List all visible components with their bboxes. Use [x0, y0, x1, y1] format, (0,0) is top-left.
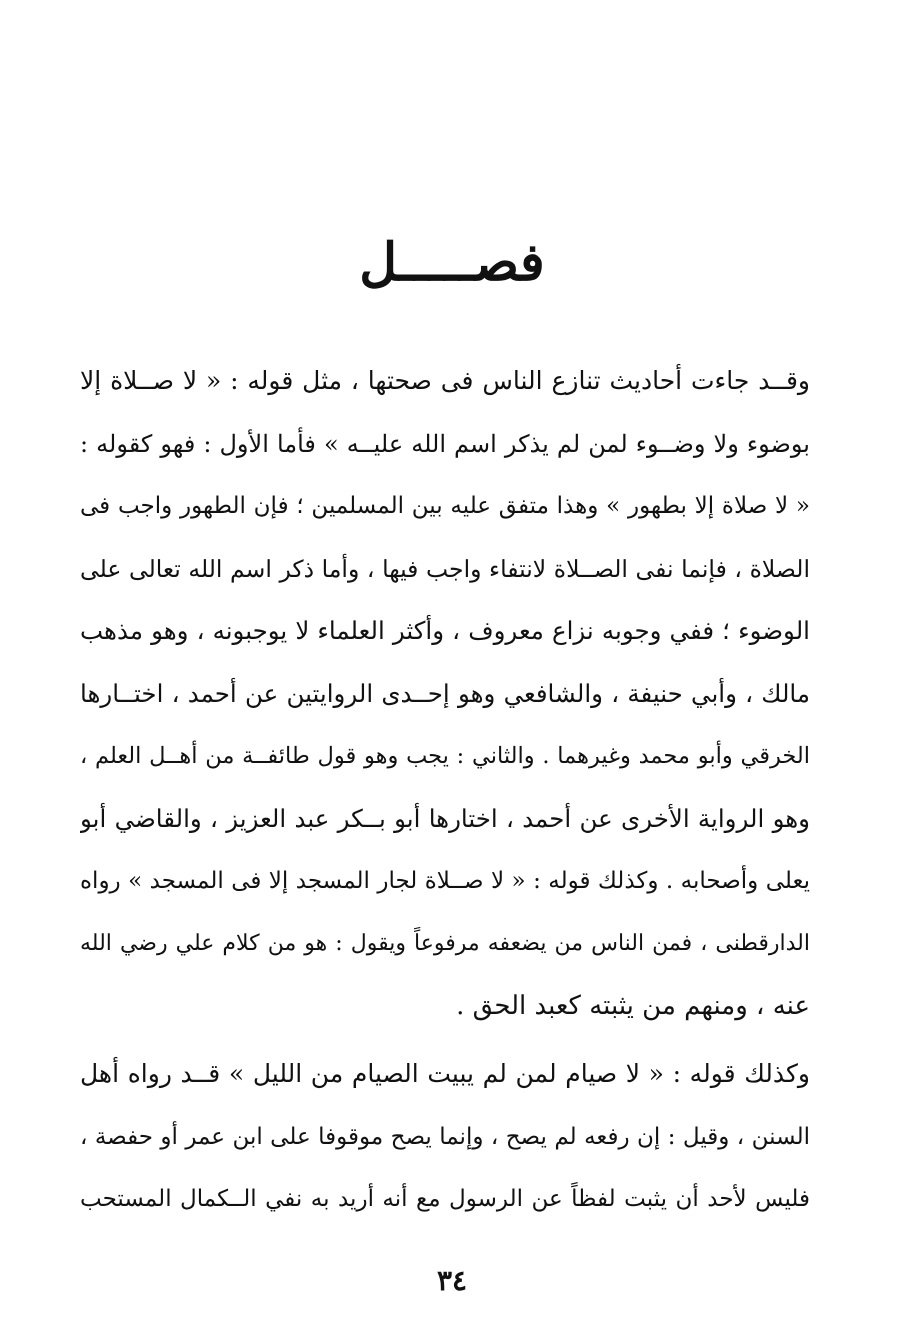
text-line: الصلاة ، فإنما نفى الصــلاة لانتفاء واجب فيها ، وأما ذكر اسم الله تعالى على	[80, 554, 810, 583]
paragraph-2	[80, 1043, 810, 1231]
text-line: يعلى وأصحابه . وكذلك قوله : « لا صــلاة لجار المسجد إلا فى المسجد » رواه	[80, 868, 810, 894]
text-line: الدارقطنى ، فمن الناس من يضعفه مرفوعاً ويقول : هو من كلام علي رضي الله	[80, 930, 810, 956]
text-line: الوضوء ؛ ففي وجوبه نزاع معروف ، وأكثر العلماء لا يوجبونه ، وهو مذهب	[80, 616, 810, 645]
text-line: وهو الرواية الأخرى عن أحمد ، اختارها أبو بــكر عبد العزيز ، والقاضي أبو	[80, 803, 810, 833]
text-line: الخرقي وأبو محمد وغيرهما . والثاني : يجب وهو قول طائفــة من أهــل العلم ،	[80, 743, 810, 769]
text-line: مالك ، وأبي حنيفة ، والشافعي وهو إحــدى الروايتين عن أحمد ، اختــارها	[80, 678, 810, 708]
text-line: بوضوء ولا وضــوء لمن لم يذكر اسم الله عليــه » فأما الأول : فهو كقوله :	[80, 429, 810, 458]
section-heading: فصـــــل	[359, 232, 545, 293]
text-line: عنه ، ومنهم من يثبته كعبد الحق .	[456, 991, 810, 1021]
page-number: ٣٤	[436, 1264, 468, 1297]
text-line: فليس لأحد أن يثبت لفظاً عن الرسول مع أنه أريد به نفي الــكمال المستحب	[80, 1186, 810, 1212]
text-line: السنن ، وقيل : إن رفعه لم يصح ، وإنما يصح موقوفا على ابن عمر أو حفصة ،	[80, 1123, 810, 1150]
text-line: « لا صلاة إلا بطهور » وهذا متفق عليه بين المسلمين ؛ فإن الطهور واجب فى	[80, 493, 810, 519]
text-line: وكذلك قوله : « لا صيام لمن لم يبيت الصيام من الليل » قــد رواه أهل	[80, 1059, 810, 1088]
paragraph-1	[80, 350, 810, 1038]
text-line: وقــد جاءت أحاديث تنازع الناس فى صحتها ، مثل قوله : « لا صــلاة إلا	[80, 366, 810, 395]
